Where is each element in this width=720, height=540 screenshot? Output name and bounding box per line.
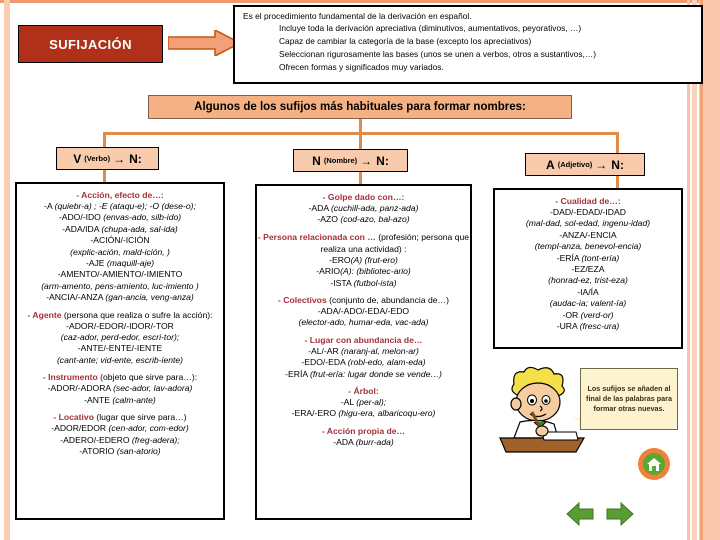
suffix-line: -ERÍA (frut-ería: lugar donde se vende…) <box>285 368 442 379</box>
suffix-group <box>17 309 223 367</box>
column-header-adjective-sub: (Adjetivo) <box>557 160 593 169</box>
suffix-group <box>17 411 223 457</box>
intro-bullet-0: Incluye toda la derivación apreciativa (diminutivos, aumentativos, peyorativos, …) <box>279 23 582 33</box>
suffix-group <box>257 385 470 420</box>
suffix-group-heading: - Lugar con abundancia de… <box>304 334 423 345</box>
suffix-line: -OR (verd-or) <box>562 309 614 320</box>
right-arrow-icon <box>168 30 241 56</box>
suffix-line: -AZO (cod-azo, bal-azo) <box>317 214 410 225</box>
suffix-group <box>257 294 470 329</box>
column-header-noun <box>293 149 408 172</box>
left-arrow-icon <box>567 503 593 525</box>
suffix-line: -AL/-AR (naranj-al, melon-ar) <box>308 345 419 356</box>
suffix-group-heading-note: (conjunto de, abundancia de…) <box>326 295 450 306</box>
suffix-line: -ANTE/-ENTE/-IENTE <box>77 343 163 354</box>
intro-bullet-3: Ofrecen formas y significados muy variados. <box>279 62 444 72</box>
suffix-group-heading: - Cualidad de…: <box>555 196 621 206</box>
suffix-group-heading-note: (objeto que sirve para…): <box>97 372 198 383</box>
suffix-group-heading: - Árbol: <box>348 386 379 397</box>
column-content-noun <box>255 184 472 520</box>
speech-bubble <box>580 368 678 430</box>
suffix-line: -AL (per-al); <box>340 397 387 408</box>
suffix-group <box>257 191 470 226</box>
suffix-group-heading-note: (persona que realiza o sufre la acción): <box>61 309 213 320</box>
suffix-line: -URA (fresc-ura) <box>556 321 620 332</box>
suffix-group <box>257 334 470 380</box>
suffix-line: (audac-ia; valent-ía) <box>549 298 627 309</box>
suffix-line: -ISTA (futbol-ista) <box>330 277 397 288</box>
suffix-line: -ADA/-ADO/-EDA/-EDO <box>317 306 410 317</box>
suffix-line: -ADA (burr-ada) <box>333 436 394 447</box>
suffix-line: -AJE (maquill-aje) <box>85 258 155 269</box>
column-header-verb-arrow: → <box>113 151 126 166</box>
intro-text-box <box>233 5 703 84</box>
column-header-verb-source: V <box>73 151 82 166</box>
suffix-group-heading: - Acción propia de… <box>321 425 406 436</box>
column-header-noun-sub: (Nombre) <box>323 156 358 165</box>
suffix-line: -ATORIO (san-atorio) <box>79 445 161 456</box>
suffix-group <box>257 425 470 448</box>
suffix-line: (elector-ado, humar-eda, vac-ada) <box>298 317 429 328</box>
section-banner <box>148 95 572 119</box>
column-header-verb <box>56 147 159 170</box>
suffix-line: -ERO(A) (frut-ero) <box>329 254 398 265</box>
suffix-group-heading: - Locativo (lugar que sirve para…) <box>53 412 187 423</box>
connector-center-to-box <box>359 172 362 184</box>
section-banner-label: Algunos de los sufijos más habituales para formar nombres: <box>194 101 526 113</box>
suffix-group-heading-note: (lugar que sirve para…) <box>93 412 187 423</box>
suffix-line: -ADOR/-ADORA (sec-ador, lav-adora) <box>47 383 193 394</box>
boy-writing-icon <box>496 362 588 454</box>
suffix-group-heading: - Persona relacionada con … (profesión; persona que realiza una actividad) : <box>257 231 470 254</box>
suffix-line: -ADO/-IDO (envas-ado, silb-ido) <box>58 212 182 223</box>
intro-bullet-1: Capaz de cambiar la categoría de la base (excepto los apreciativos) <box>279 36 532 46</box>
suffix-line: -ANCIA/-ANZA (gan-ancia, veng-anza) <box>46 292 194 303</box>
column-header-noun-arrow: → <box>360 153 373 168</box>
suffix-line: -ERA/-ERO (higu-era, albaricoqu-ero) <box>291 408 436 419</box>
suffixation-title-box <box>18 25 163 63</box>
suffix-line: -AMENTO/-AMIENTO/-IMIENTO <box>57 269 183 280</box>
suffix-group-heading: - Agente (persona que realiza o sufre la acción): <box>27 309 213 320</box>
suffix-group <box>17 189 223 304</box>
column-header-adjective-source: A <box>546 157 555 172</box>
suffix-line: -ADERO/-EDERO (freg-adera); <box>60 434 180 445</box>
suffix-group-heading: - Golpe dado con…: <box>322 192 405 202</box>
connector-banner-stem <box>359 119 362 133</box>
suffix-line: (arm-amento, pens-amiento, luc-imiento ) <box>41 280 199 291</box>
suffix-group <box>257 231 470 289</box>
suffix-line: (mal-dad, sol-edad, ingenu-idad) <box>525 218 651 229</box>
top-rule <box>0 0 720 3</box>
suffix-line: -ADA (cuchill-ada, panz-ada) <box>308 203 419 213</box>
suffix-group <box>495 195 681 332</box>
suffix-line: (caz-ador, perd-edor, escri-tor); <box>60 332 180 343</box>
suffix-line: -ACIÓN/-ICIÓN <box>90 235 150 246</box>
suffix-line: (explic-ación, mald-ición, ) <box>70 246 170 257</box>
suffix-group-heading: - Colectivos (conjunto de, abundancia de…) <box>277 295 450 306</box>
suffix-line: -EDO/-EDA (robl-edo, alam-eda) <box>301 357 426 368</box>
connector-left-to-box <box>103 170 106 182</box>
suffix-group-heading-note: (profesión; persona que realiza una actividad) : <box>320 231 470 254</box>
home-button[interactable] <box>637 447 671 481</box>
suffix-line: -ARIO(A): (bibliotec-ario) <box>316 266 411 277</box>
suffix-line: -ADA/IDA (chupa-ada, sal-ida) <box>62 223 178 234</box>
intro-line-0: Es el procedimiento fundamental de la derivación en español. <box>243 11 472 21</box>
column-header-verb-sub: (Verbo) <box>84 154 111 163</box>
column-header-adjective-target: N: <box>611 157 624 172</box>
column-header-verb-target: N: <box>129 151 142 166</box>
left-stripe <box>4 0 10 540</box>
suffix-line: -DAD/-EDAD/-IDAD <box>550 207 626 217</box>
suffix-line: -ERÍA (tont-ería) <box>556 252 620 263</box>
navigation-arrows[interactable] <box>565 500 635 528</box>
suffix-line: -ADOR/-EDOR/-IDOR/-TOR <box>66 320 174 331</box>
suffix-line: -ADOR/EDOR (cen-ador, com-edor) <box>51 423 189 434</box>
suffix-line: -ANTE (calm-ante) <box>84 394 156 405</box>
connector-right-to-box <box>616 176 619 188</box>
suffix-line: -A (quiebr-a) ; -E (ataqu-e); -O (dese-o); <box>44 201 196 211</box>
suffix-line: -IA/ÍA <box>577 286 599 297</box>
suffix-group-heading: - Instrumento (objeto que sirve para…): <box>42 372 198 383</box>
suffix-line: -ANZA/-ENCIA <box>559 229 617 240</box>
intro-bullet-2: Seleccionan rigurosamente las bases (unos se unen a verbos, otros a sustantivos,…) <box>279 49 597 59</box>
column-content-verb <box>15 182 225 520</box>
column-header-adjective <box>525 153 645 176</box>
column-content-adjective <box>493 188 683 349</box>
suffix-group-heading: - Acción, efecto de…: <box>76 190 164 200</box>
column-header-adjective-arrow: → <box>595 157 608 172</box>
speech-bubble-text: Los sufijos se añaden al final de las palabras para formar otras nuevas. <box>586 384 672 413</box>
suffix-line: (cant-ante; vid-ente, escrib-iente) <box>56 354 184 365</box>
suffix-line: (honrad-ez, trist-eza) <box>548 275 628 286</box>
column-header-noun-target: N: <box>376 153 389 168</box>
suffixation-title-label: SUFIJACIÓN <box>49 36 132 52</box>
right-arrow-icon <box>607 503 633 525</box>
suffix-group <box>17 371 223 406</box>
suffix-line: -EZ/EZA <box>571 264 605 275</box>
column-header-noun-source: N <box>312 153 321 168</box>
suffix-line: (templ-anza, benevol-encia) <box>534 241 642 252</box>
